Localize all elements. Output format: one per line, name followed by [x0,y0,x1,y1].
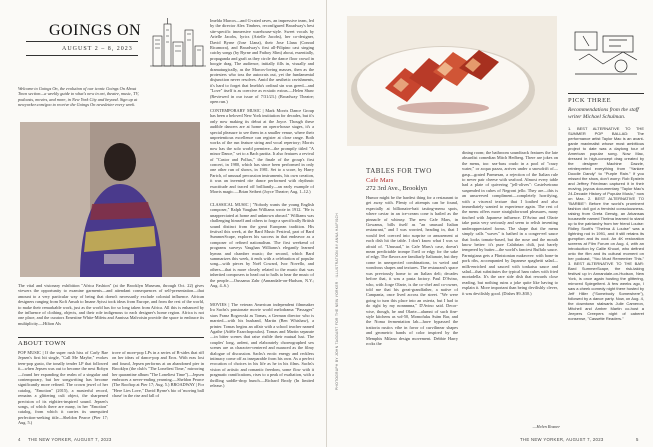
food-plate-image [347,16,557,146]
pick-three-title: PICK THREE [568,97,612,104]
restaurant-name: Cafe Mars [366,177,394,184]
article-column-2a: Imelda Marcos—and G-rated raves, an impressive team, led by the director Alex Timbers, reconfigured Broadway's best site-specific immersive warehouse-style. Sweet vocals by Arielle Jacobs, lyrics (Arielle Jacobs), her co-designer, David Byrne (Jose Llana), their Jose Llana (Conrad Ricamora), and Broadway's first all-Filipino cast singing catchy songs (by Byrne and Fatboy Slim) about, essentially, propaganda and graft as they circle the dance floor crowd in boogie drag. The audience, initially fills in, visually and dramaturgically, as the Marcos-loving masses, then as the protesters who toss the autocrats out, yet the fundamental disjunction never resolves. Amid the aesthetic ravishments, it's hard to forget that Imelda's ordinal sin was greed—and "Love" itself is as coercive as ecstatic extras.—Helen Shaw (Reviewed in our issue of 7/31/23.) (Broadway Theatre; open run.) [210,18,314,105]
photo-caption: The vital and visionary exhibition "Africa Fashion" (at the Brooklyn Museum, through Oct. 22) gives viewers the opportunity to examine garments—and attendant consequences of self-presentation—that amount to a very particular way of being that doesn't necessarily exclude colonial influence. African designers ranging from Kofi Ansah to Imane Ayissi took ideas from Europe, and from the rest of the world, to make their remarkable work, just as the world has for so long taken from Africa. All this is enhanced by the influence of clothing, objects, and their role indigenous to each designer's home region. Africa is not one place, and the curators Ernestine White-Mifetu and Annissa Malvoisin provide the space to embrace its multiplicity.—Hilton Als [18,283,204,326]
title-rule-bottom [26,55,138,56]
cafe-food-photo [347,16,557,146]
about-column-1: POP MUSIC | If the super rush hiss of Carly Rae Jepsen's first hit single, "Call Me Maybe," evokes teen-pop gusto, the tonally tender LP that followed it—when Jepsen was out to become the next Robyn—found her expanding the realm of a singular and contemporary, but her songwriting has become significantly more refined. The crown jewel of her catalog, "Emotion" (2015), a masterful record, remains a glittering cult object, the sharpened precision of its eighties-inspired sound. Jepsen's songs, of which there are many, in her "Emotion" catalog, from which it carries its unrequited perfection-seeking title—Sheldon Pearce (Pier 17; Aug. 5.) [18,350,108,426]
review-column-1: Humor might be the hardest thing for a restaurant to get away with. Plenty of attempts can be found, especially at billionaire-bait tasting-menu spots, where caviar in an ice-cream cone is hailed as the pinnacle of whimsy. The new Cafe Mars, in Gowanus, bills itself as "an unusual Italian restaurant," and I was worried, heading in, that I would feel coerced into surprise or amusement at each dish hit the table. I don't know what I was so afraid of. "Unusual," in Cafe Mars's case, doesn't mean predictable trompe l'oeil or edgy for the sake of edgy. The flavors are familiarly Italianate, but they come in unexpected combinations, in weird and wondrous shapes and textures. The restaurant's space was previously home to an Italian deli; decades before that, it was a pasta factory. Paul D'Avino, who, with Jorge Olarte, is the co-chef and co-owner, told me that his great-grandfather, a native of Campania, once lived across the street. "We were going to turn this place into an osteria, but I had to do right by my nonnnnna," D'Avino said. Decor-wise, though, he and Olarte—alumni of such fine-style kitchens as wd-50, Momofuku Ssäm Bar, and the Noma fermentation lab—have bypassed the trattoria rustics vibe in favor of curvilinear shapes and geometric bands of color inspired by the Memphis Milano design movement. Debbie Harry rocks the [366,195,458,346]
about-rule [18,337,204,338]
about-town-title: ABOUT TOWN [18,340,67,347]
about-column-2: trove of more-pop LPs in a series of B-sides that riff on her ideas of dance-pop and Eros. With eras lost and found, Jepsen performs at an abandoned pier in Brooklyn (the club's "The Loneliest Time," mirroring her quarantine album "The Loneliest Time")—Jepsen embraces a never-ending yearning.—Sheldon Pearce (The Rooftop at Pier 17; Aug. 5.) BROADWAY | For "Here Lies Love," David Byrne's bio of 'moving ball chase' in the rise and fall of [112,350,204,399]
title-rule-top [26,41,138,42]
left-page [0,0,326,447]
photo-credits: PHOTOGRAPH BY JOHN TAGGART FOR THE NEW YORKER · ILLUSTRATION BY ANNA HAIFISCH [335,212,339,390]
section-dates: AUGUST 2 – 8, 2023 [62,46,133,52]
folio-left: THE NEW YORKER, AUGUST 7, 2023 [28,437,112,442]
pick-three-rule [568,93,644,94]
article-column-2d: MOVIES | The veteran American independent filmmaker Ira Sachs's passionate movie world melodrama "Passages" stars Franz Rogowski as Tomas, a German director who is married—with his husband, Martin (Ben Whishaw), a printer. Tomas begins an affair with a school teacher named Agathe (Adèle Exarchopoulos). Tomas and Martin separate—in bitter scenes that raise risible their mutual lust. The couples' long, ardent, and elaborately choreographed sex scenes are as character-centered and nuanced as the filmy dialogue of discussion. Sachs's erotic energy and reckless intimacy come off as inseparable from his own. As a perfect evocation of choices in his life as he in his films. Sachs's vision of artistic and romantic freedom, some flow with it pragmatic ramifications, rises to a peak of exaltation, with a thrilling saddle-drop bunch.—Richard Brody (In limited release.) [210,302,314,389]
restaurant-address: 272 3rd Ave., Brooklyn [366,185,428,192]
folio-right: THE NEW YORKER, AUGUST 7, 2023 [520,437,604,442]
pick-three-list: 1. BEST ALTERNATIVE TO THE SUMMER POP BALLAD: The performance artist Taylor Mac is an avant-garde maximalist whose most ambitious project to date was a daylong tour of American popular song. Now Mac, dressed in high-concept drag created by the designer Machine Dazzle, reinterpreted everything from "Yankee Doodle Dandy" to "Purple Rain." If you missed the show, don't worry: Rob Epstein and Jeffrey Friedman captured it in their moving, joyous documentary "Taylor Mac's 24-Decade History of Popular Music," now on Max. 2. BEST ALTERNATIVE TO "BARBIE": Before the world's prominent fashion doll got a feminist consciousness-raising from Greta Gerwig, an Arkansas housewife named Thelma learned to stand up to the patriarchy from her friend Louise: Ridley Scott's "Thelma & Louise" was a lightning rod in 1991, and it still retains its gumption and its cool. An 4K restoration screens at Film Forum on Aug. 4, with an introduction by Callie Khouri, who defined onto the film and its cultural moment on her podcast, "You Must Remember This." 3. BEST ALTERNATIVE TO THE BAR: Bard SummerScape, the risk-taking festival up in Annandale-on-Hudson, New York, is once again hosting the glittering, mirrored Spiegeltent. A few weeks ago, I saw a cheek comedy night there hosted by Jeff Hiller ("Somebody Somewhere"), followed by a dance party. Now, on Aug. 4, the downtown stalwarts Julie Cameron, Mitchell and Amber Martin co-host a Jeepers Creepers night of caberet nonsense, "Cassette Readers." [568,126,644,321]
pick-three-subtitle: Recommendations from the staff writer Michael Schulman. [568,107,639,120]
intro-paragraph: Welcome to Goings On, the evolution of our iconic Goings On About Town section—a weekly guide to what's new in art, theatre, music, TV, podcasts, movies, and more, in New York City and beyond. Sign up at newyorker.com/goo to receive the Goings On newsletter every week. [18,86,139,108]
tables-for-two-title: TABLES FOR TWO [366,167,432,175]
review-byline: —Helen Rosner [532,424,560,429]
africa-fashion-photo [20,122,200,277]
pick-three-illustration [569,26,643,80]
article-column-2b: CONTEMPORARY MUSIC | Mark Morris Dance Group has been a beloved New York institution for decades, but it's only now making its debut at the Joyce. Though these audible dancers are at home on opera-house stages, it's a special pleasure to see them in a smaller venue, where their unpretentious excellence can register at close range. Both works of the run feature string and vocal repertory; Morris now has the solo world premiere—the promptly titled "A minor Dance," set to a Bach partita. It also features a revival of "Castor and Pollux," the finale of the group's first concert, in 1980, which has since been performed in only one other run of shows, in 1981. Set to a score, by Harry Partch, of unusual percussion instruments, his own creation, it was an invented rite dance performed with rhythmic exactitude and traced off brilliantly—an early example of Morris magic.—Brian Seibert (Joyce Theatre; Aug. 1–12.) [210,108,314,195]
article-column-2c: CLASSICAL MUSIC | "Nobody wants the young English composer," Ralph Vaughan Williams wrote in 1912. "He is unappreciated at home and unknown abroad." Williams was challenging himself and others to forge a specifically British sound distinct from the great European tradition. His festival this week, at the Bard Music Festival, part of Bard SummerScape, explores his success in that endeavor as a composer of refined nationalism. The first weekend of programs surveys Vaughan Williams's elegantly learned hymns and chamber music; the second, which Bard summarizes this week, it ends with a celebration of popular song—with pieces by Noël Coward, Ivor Novello, and others—that is more closely related to the music that was inherited composers to head out to halls to hear the music of the people.—Oussama Zahr (Annandale-on-Hudson, N.Y.; Aug. 4–6.) [210,202,314,289]
fashion-figure-image [20,122,200,277]
page-number-left: 4 [18,437,21,442]
page-number-right: 5 [636,437,639,442]
review-column-2: dining room; the bathroom soundtrack features the late absurdist comedian Mitch Hedberg. There are jokes on the menu, too: sea-bass crudo in a pool of "crazy water," or acqua pazza, arrives under a snowdrift of—gasp—grated Parmesan, a rejection of the Italian rule to never pair cheese with seafood. Almost every table had a plate of quivering "jell-olives": Castelvetrano suspended in cubes of Negroni jello. They are—this is an unswerved compliment—completely horrifying, with a visceral texture that I loathed and also immediately wanted to experience again. The rest of the menu offers more straightforward pleasures, many tinched with Japanese influence. D'Avino and Olarte take pasta very seriously and seem to relish inventing underappreciated forms. The shape that the menu simply calls "waves" is bathed in a conger-eel sauce that looks tomato-based, but the nose and the mouth know better: it's pure Calabrian chili, just barely tempered by butter—the world's fanciest Buffalo sauce. Parmigiana gets a Flintstonian makeover: with bone-in pork ribs, accompanied by Japanese spaghetti salad—milk-enriched and sauced with tonkatsu sauce and salad—that substitutes the typical ham cubes with fried mortadella. It's the rare side dish that rewards close reading, but nothing ruins a joke quite like having to explain it. More important than being devilishly clever, it was devilishly good. (Dishes $9–$30.) [462,150,558,296]
city-skyline-illustration [150,16,206,68]
section-title: GOINGS ON [49,22,142,39]
